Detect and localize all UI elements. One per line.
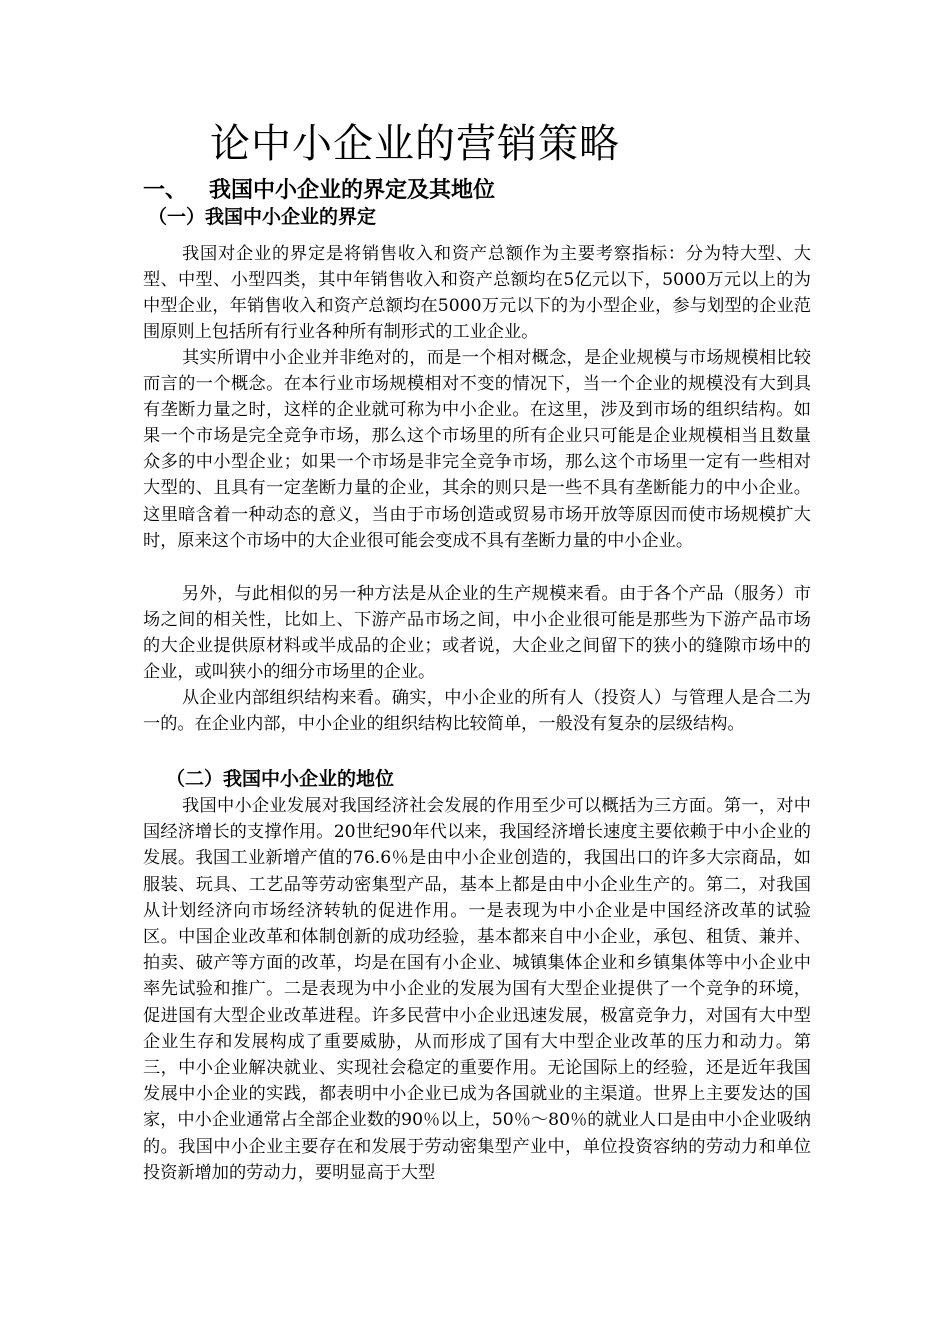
body-paragraph: 从企业内部组织结构来看。确实，中小企业的所有人（投资人）与管理人是合二为一的。在企业内部，中小企业的组织结构比较简单，一般没有复杂的层级结构。: [143, 688, 811, 735]
document-title: 论中小企业的营销策略: [210, 121, 620, 167]
subsection-heading-definition: （一）我国中小企业的界定: [148, 206, 377, 228]
section-heading-text: 我国中小企业的界定及其地位: [209, 178, 496, 203]
section-heading-1: [143, 177, 495, 205]
body-paragraph: 其实所谓中小企业并非绝对的，而是一个相对概念，是企业规模与市场规模相比较而言的一个概念。在本行业市场规模相对不变的情况下，当一个企业的规模没有大到具有垄断力量之时，这样的企业就可称为中小企业。在这里，涉及到市场的组织结构。如果一个市场是完全竞争市场，那么这个市场里的所有企业只可能是企业规模相当且数量众多的中小型企业；如果一个市场是非完全竞争市场，那么这个市场里一定有一些相对大型的、且具有一定垄断力量的企业，其余的则只是一些不具有垄断能力的中小企业。这里暗含着一种动态的意义，当由于市场创造或贸易市场开放等原因而使市场规模扩大时，原来这个市场中的大企业很可能会变成不具有垄断力量的中小企业。: [143, 348, 811, 551]
body-paragraph: 我国中小企业发展对我国经济社会发展的作用至少可以概括为三方面。第一，对中国经济增长的支撑作用。20世纪90年代以来，我国经济增长速度主要依赖于中小企业的发展。我国工业新增产值的76.6％是由中小企业创造的，我国出口的许多大宗商品，如服装、玩具、工艺品等劳动密集型产品，基本上都是由中小企业生产的。第二，对我国从计划经济向市场经济转轨的促进作用。一是表现为中小企业是中国经济改革的试验区。中国企业改革和体制创新的成功经验，基本都来自中小企业，承包、租赁、兼并、拍卖、破产等方面的改革，均是在国有小企业、城镇集体企业和乡镇集体等中小企业中率先试验和推广。二是表现为中小企业的发展为国有大型企业提供了一个竞争的环境，促进国有大型企业改革进程。许多民营中小企业迅速发展，极富竞争力，对国有大中型企业生存和发展构成了重要威胁，从而形成了国有大中型企业改革的压力和动力。第三，中小企业解决就业、实现社会稳定的重要作用。无论国际上的经验，还是近年我国发展中小企业的实践，都表明中小企业已成为各国就业的主渠道。世界上主要发达的国家，中小企业通常占全部企业数的90％以上，50％～80％的就业人口是由中小企业吸纳的。我国中小企业主要存在和发展于劳动密集型产业中，单位投资容纳的劳动力和单位投资新增加的劳动力，要明显高于大型: [143, 796, 811, 1183]
subsection-heading-status: （二）我国中小企业的地位: [166, 768, 395, 790]
body-paragraph: 我国对企业的界定是将销售收入和资产总额作为主要考察指标：分为特大型、大型、中型、小型四类，其中年销售收入和资产总额均在5亿元以下，5000万元以上的为中型企业，年销售收入和资产总额均在5000万元以下的为小型企业，参与划型的企业范围原则上包括所有行业各种所有制形式的工业企业。: [143, 244, 811, 343]
body-paragraph: 另外，与此相似的另一种方法是从企业的生产规模来看。由于各个产品（服务）市场之间的相关性，比如上、下游产品市场之间，中小企业很可能是那些为下游产品市场的大企业提供原材料或半成品的企业；或者说，大企业之间留下的狭小的缝隙市场中的企业，或叫狭小的细分市场里的企业。: [143, 584, 811, 683]
section-number: 一、: [143, 178, 188, 203]
